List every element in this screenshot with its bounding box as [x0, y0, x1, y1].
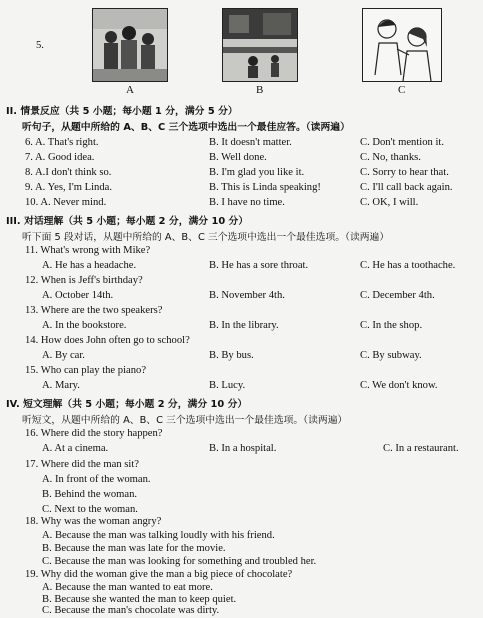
section-4-heading: IV. 短文理解（共 5 小题；每小题 2 分，满分 10 分） — [6, 399, 248, 410]
question-13-option-a: A. In the bookstore. — [42, 320, 127, 331]
question-18-option-a: A. Because the man was talking loudly with his friend. — [42, 530, 275, 541]
picture-a — [92, 8, 168, 82]
question-18-stem: 18. Why was the woman angry? — [25, 516, 162, 527]
question-18-option-c: C. Because the man was looking for something and troubled her. — [42, 556, 317, 567]
question-6-option-b: B. It doesn't matter. — [209, 137, 292, 148]
picture-c — [362, 8, 442, 82]
question-19-option-a: A. Because the man wanted to eat more. — [42, 582, 213, 593]
question-16-option-b: B. In a hospital. — [209, 443, 277, 454]
question-11-option-b: B. He has a sore throat. — [209, 260, 309, 271]
section-2-instruction: 听句子，从题中所给的 A、B、C 三个选项中选出一个最佳应答。（读两遍） — [22, 122, 350, 133]
question-11-stem: 11. What's wrong with Mike? — [25, 245, 151, 256]
question-16-option-a: A. At a cinema. — [42, 443, 109, 454]
picture-c-label: C — [398, 84, 406, 96]
question-17-stem: 17. Where did the man sit? — [25, 459, 139, 470]
question-19-option-b: B. Because she wanted the man to keep quiet. — [42, 594, 237, 605]
question-13-stem: 13. Where are the two speakers? — [25, 305, 163, 316]
question-17-option-a: A. In front of the woman. — [42, 474, 151, 485]
question-9-option-b: B. This is Linda speaking! — [209, 182, 321, 193]
question-17-option-c: C. Next to the woman. — [42, 504, 138, 515]
question-16-option-c: C. In a restaurant. — [383, 443, 459, 454]
question-12-option-a: A. October 14th. — [42, 290, 114, 301]
question-10-option-c: C. OK, I will. — [360, 197, 419, 208]
question-19-option-c: C. Because the man's chocolate was dirty. — [42, 605, 220, 616]
question-11-option-c: C. He has a toothache. — [360, 260, 456, 271]
people-group-photo-icon — [93, 9, 167, 81]
street-scene-photo-icon — [223, 9, 297, 81]
question-15-option-b: B. Lucy. — [209, 380, 246, 391]
question-13-option-b: B. In the library. — [209, 320, 279, 331]
question-12-option-b: B. November 4th. — [209, 290, 285, 301]
question-9-option-a: 9. A. Yes, I'm Linda. — [25, 182, 112, 193]
question-15-option-a: A. Mary. — [42, 380, 80, 391]
picture-b-label: B — [256, 84, 264, 96]
question-15-option-c: C. We don't know. — [360, 380, 438, 391]
question-12-stem: 12. When is Jeff's birthday? — [25, 275, 143, 286]
picture-a-label: A — [126, 84, 134, 96]
question-6-option-c: C. Don't mention it. — [360, 137, 445, 148]
question-number-5: 5. — [36, 40, 44, 51]
question-19-stem: 19. Why did the woman give the man a big piece of chocolate? — [25, 569, 293, 580]
question-13-option-c: C. In the shop. — [360, 320, 423, 331]
question-15-stem: 15. Who can play the piano? — [25, 365, 147, 376]
question-7-option-a: 7. A. Good idea. — [25, 152, 95, 163]
section-3-instruction: 听下面 5 段对话，从题中所给的 A、B、C 三个选项中选出一个最佳选项。（读两遍） — [22, 232, 390, 243]
section-4-instruction: 听短文，从题中所给的 A、B、C 三个选项中选出一个最佳选项。（读两遍） — [22, 415, 348, 426]
question-14-option-c: C. By subway. — [360, 350, 422, 361]
question-9-option-c: C. I'll call back again. — [360, 182, 453, 193]
section-2-heading: II. 情景反应（共 5 小题；每小题 1 分，满分 5 分） — [6, 106, 238, 117]
question-10-option-b: B. I have no time. — [209, 197, 285, 208]
question-8-option-b: B. I'm glad you like it. — [209, 167, 305, 178]
question-16-stem: 16. Where did the story happen? — [25, 428, 163, 439]
question-11-option-a: A. He has a headache. — [42, 260, 137, 271]
question-14-option-b: B. By bus. — [209, 350, 254, 361]
question-10-option-a: 10. A. Never mind. — [25, 197, 107, 208]
question-17-option-b: B. Behind the woman. — [42, 489, 138, 500]
question-6-option-a: 6. A. That's right. — [25, 137, 99, 148]
two-people-cartoon-icon — [363, 9, 441, 81]
section-3-heading: III. 对话理解（共 5 小题；每小题 2 分，满分 10 分） — [6, 216, 249, 227]
question-8-option-c: C. Sorry to hear that. — [360, 167, 449, 178]
question-14-stem: 14. How does John often go to school? — [25, 335, 190, 346]
question-18-option-b: B. Because the man was late for the movie. — [42, 543, 226, 554]
question-7-option-b: B. Well done. — [209, 152, 267, 163]
picture-b — [222, 8, 298, 82]
question-8-option-a: 8. A.I don't think so. — [25, 167, 112, 178]
question-14-option-a: A. By car. — [42, 350, 85, 361]
question-7-option-c: C. No, thanks. — [360, 152, 421, 163]
question-12-option-c: C. December 4th. — [360, 290, 435, 301]
